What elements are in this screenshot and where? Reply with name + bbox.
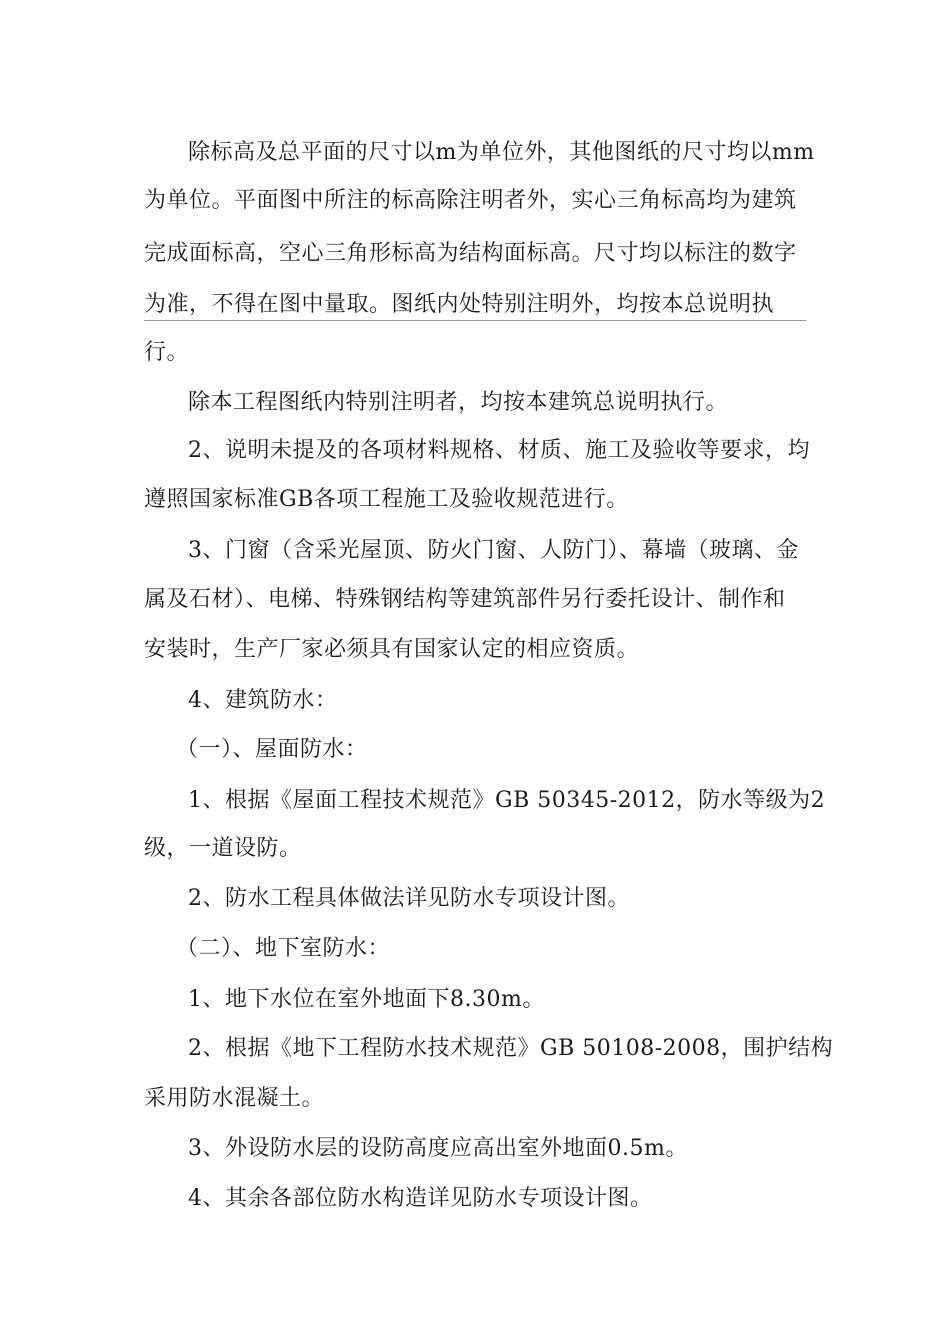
item-4-heading: 4、建筑防水： [188,688,338,713]
paragraph-units-line-1: 除标高及总平面的尺寸以m为单位外，其他图纸的尺寸均以mm [188,140,815,165]
item-3-line-3: 安装时，生产厂家必须具有国家认定的相应资质。 [144,637,640,662]
item-2-line-1: 2、说明未提及的各项材料规格、材质、施工及验收等要求，均 [188,438,810,463]
subsection-roof-waterproofing: （一）、屋面防水： [176,737,368,762]
divider-line [144,320,806,321]
paragraph-units-line-4: 为准，不得在图中量取。图纸内处特别注明外，均按本总说明执 [144,292,775,317]
basement-item-2-line-2: 采用防水混凝土。 [144,1086,325,1111]
paragraph-units-line-3: 完成面标高，空心三角形标高为结构面标高。尺寸均以标注的数字 [144,241,797,266]
item-2-line-2: 遵照国家标准GB各项工程施工及验收规范进行。 [144,487,629,512]
basement-item-1: 1、地下水位在室外地面下8.30m。 [188,987,545,1012]
item-3-line-2: 属及石材）、电梯、特殊钢结构等建筑部件另行委托设计、制作和 [144,587,786,612]
subsection-basement-waterproofing: （二）、地下室防水： [176,936,391,961]
paragraph-units-line-2: 为单位。平面图中所注的标高除注明者外，实心三角标高均为建筑 [144,188,797,213]
roof-item-1-line-2: 级，一道设防。 [144,836,302,861]
item-3-line-1: 3、门窗（含采光屋顶、防火门窗、人防门）、幕墙（玻璃、金 [188,538,799,563]
basement-item-2-line-1: 2、根据《地下工程防水技术规范》GB 50108-2008，围护结构 [188,1036,834,1061]
roof-item-1-line-1: 1、根据《屋面工程技术规范》GB 50345-2012，防水等级为2 [188,788,826,813]
basement-item-3: 3、外设防水层的设防高度应高出室外地面0.5m。 [188,1136,688,1161]
paragraph-units-line-5: 行。 [144,340,190,365]
paragraph-general-note: 除本工程图纸内特别注明者，均按本建筑总说明执行。 [188,390,729,415]
roof-item-2: 2、防水工程具体做法详见防水专项设计图。 [188,886,630,911]
basement-item-4: 4、其余各部位防水构造详见防水专项设计图。 [188,1186,653,1211]
